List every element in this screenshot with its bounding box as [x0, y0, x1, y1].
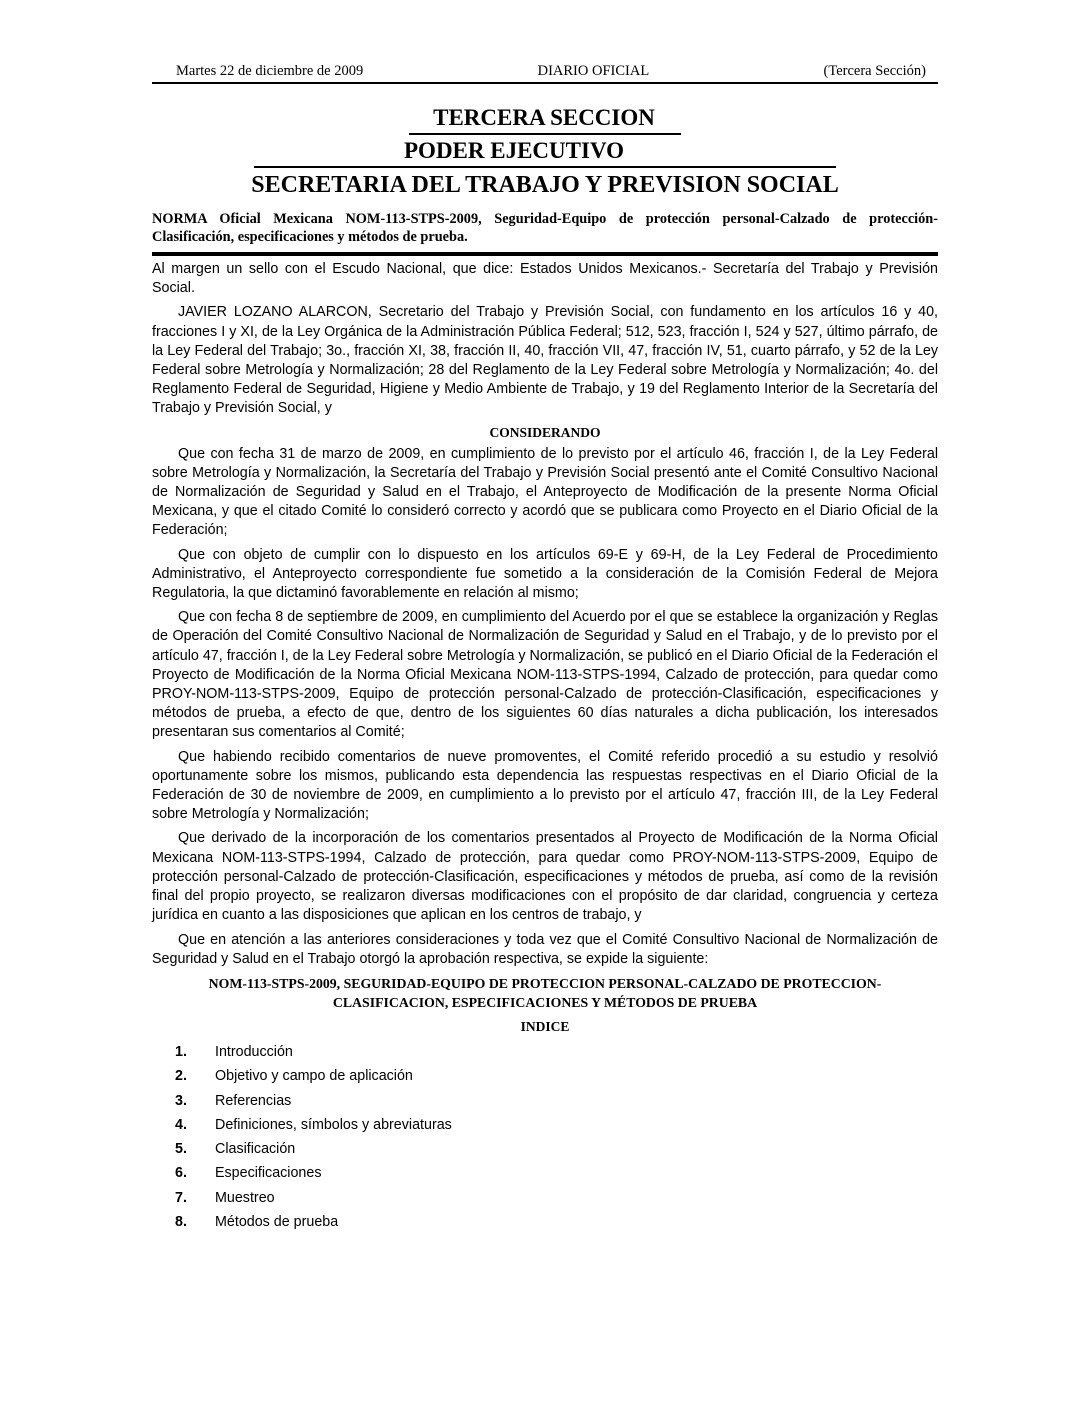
- considerando-paragraph: Que con objeto de cumplir con lo dispuesto en los artículos 69-E y 69-H, de la Ley Federal de Procedimiento Administrativo, el Anteproyecto correspondiente fue sometido a la consideración de la Comisión Federal de Mejora Regulatoria, la que dictaminó favorablemente en relación al mismo;: [152, 546, 938, 602]
- considerando-heading: CONSIDERANDO: [489, 424, 601, 440]
- considerando-paragraph: Que con fecha 31 de marzo de 2009, en cumplimiento de lo previsto por el artículo 46, fracción I, de la Ley Federal sobre Metrología y Normalización, la Secretaría del Trabajo y Previsión Social presentó ante el Comité Consultivo Nacional de Normalización de Seguridad y Salud en el Trabajo, el Anteproyecto de Modificación de la presente Norma Oficial Mexicana, y que el citado Comité lo consideró correcto y acordó que se publicara como Proyecto en el Diario Oficial de la Federación;: [152, 445, 938, 539]
- section-title-text: TERCERA SECCION: [409, 104, 681, 135]
- index-number: 8.: [175, 1213, 187, 1230]
- index-heading: INDICE: [520, 1018, 570, 1034]
- considerando-paragraph: Que con fecha 8 de septiembre de 2009, en cumplimiento del Acuerdo por el que se establece la organización y Reglas de Operación del Comité Consultivo Nacional de Normalización de Seguridad y Salud en el Trabajo, y de lo previsto por el artículo 47, fracción I, de la Ley Federal sobre Metrología y Normalización, se publicó en el Diario Oficial de la Federación el Proyecto de Modificación de la Norma Oficial Mexicana NOM-113-STPS-1994, Calzado de protección, para quedar como PROY-NOM-113-STPS-2009, Equipo de protección personal-Calzado de protección-Clasificación, especificaciones y métodos de prueba, a efecto de que, dentro de los siguientes 60 días naturales a dicha publicación, los interesados presentaran sus comentarios al Comité;: [152, 609, 938, 741]
- index-number: 6.: [175, 1165, 187, 1182]
- index-number: 2.: [175, 1068, 187, 1085]
- branch-title-text: PODER EJECUTIVO: [254, 137, 836, 168]
- index-item: [152, 1044, 938, 1068]
- index-label: Referencias: [215, 1092, 292, 1109]
- index-label: Especificaciones: [215, 1165, 322, 1182]
- running-header: [152, 62, 938, 84]
- section-title: [152, 104, 938, 135]
- index-number: 4.: [175, 1116, 187, 1133]
- index-item: [152, 1068, 938, 1092]
- branch-title: [152, 137, 938, 168]
- header-section: (Tercera Sección): [823, 63, 926, 79]
- index-label: Introducción: [215, 1043, 293, 1060]
- document-page: [152, 62, 938, 1238]
- index-label: Métodos de prueba: [215, 1213, 339, 1230]
- index-list: [152, 1044, 938, 1238]
- header-publication: DIARIO OFICIAL: [537, 63, 650, 79]
- index-number: 5.: [175, 1141, 187, 1158]
- index-item: [152, 1117, 938, 1141]
- nom-heading-line: NOM-113-STPS-2009, SEGURIDAD-EQUIPO DE PROTECCION PERSONAL-CALZADO DE PROTECCION-: [208, 975, 882, 991]
- index-item: [152, 1141, 938, 1165]
- index-label: Muestreo: [215, 1189, 275, 1206]
- intro-paragraph: JAVIER LOZANO ALARCON, Secretario del Trabajo y Previsión Social, con fundamento en los artículos 16 y 40, fracciones I y XI, de la Ley Orgánica de la Administración Pública Federal; 512, 523, fracción I, 524 y 527, último párrafo, de la Ley Federal del Trabajo; 3o., fracción XI, 38, fracción II, 40, fracción VII, 47, fracción IV, 51, cuarto párrafo, y 52 de la Ley Federal sobre Metrología y Normalización; 28 del Reglamento de la Ley Federal sobre Metrología y Normalización; 4o. del Reglamento Federal de Seguridad, Higiene y Medio Ambiente de Trabajo, y 19 del Reglamento Interior de la Secretaría del Trabajo y Previsión Social, y: [152, 304, 938, 417]
- index-number: 1.: [175, 1043, 187, 1060]
- nom-heading-line: CLASIFICACION, ESPECIFICACIONES Y MÉTODOS DE PRUEBA: [332, 994, 758, 1010]
- index-label: Clasificación: [215, 1141, 296, 1158]
- nom-heading: [152, 974, 938, 1012]
- norma-title: NORMA Oficial Mexicana NOM-113-STPS-2009, Seguridad-Equipo de protección personal-Calzado de protección-Clasificación, especificaciones y métodos de prueba.: [152, 210, 938, 256]
- header-date: Martes 22 de diciembre de 2009: [176, 63, 364, 79]
- considerando-paragraph: Que habiendo recibido comentarios de nueve promoventes, el Comité referido procedió a su estudio y resolvió oportunamente sobre los mismos, publicando esta dependencia las respuestas respectivas en el Diario Oficial de la Federación de 30 de noviembre de 2009, en cumplimiento a lo previsto por el artículo 47, fracción III, de la Ley Federal sobre Metrología y Normalización;: [152, 748, 938, 823]
- index-item: [152, 1093, 938, 1117]
- index-item: [152, 1214, 938, 1238]
- considerando-paragraph: Que derivado de la incorporación de los comentarios presentados al Proyecto de Modificación de la Norma Oficial Mexicana NOM-113-STPS-1994, Calzado de protección, para quedar como PROY-NOM-113-STPS-2009, Equipo de protección personal-Calzado de protección-Clasificación, especificaciones y métodos de prueba, así como de la revisión final del propio proyecto, se realizaron diversas modificaciones con el propósito de dar claridad, congruencia y certeza jurídica en cuanto a las disposiciones que aplican en los centros de trabajo, y: [152, 830, 938, 924]
- intro-paragraph: Al margen un sello con el Escudo Nacional, que dice: Estados Unidos Mexicanos.- Secretaría del Trabajo y Previsión Social.: [152, 261, 938, 297]
- index-label: Objetivo y campo de aplicación: [215, 1068, 413, 1085]
- document-body: [152, 260, 938, 1238]
- ministry-title: SECRETARIA DEL TRABAJO Y PREVISION SOCIAL: [251, 172, 839, 198]
- index-item: [152, 1190, 938, 1214]
- index-number: 7.: [175, 1189, 187, 1206]
- index-item: [152, 1165, 938, 1189]
- considerando-paragraph: Que en atención a las anteriores consideraciones y toda vez que el Comité Consultivo Nacional de Normalización de Seguridad y Salud en el Trabajo otorgó la aprobación respectiva, se expide la siguiente:: [152, 931, 938, 967]
- index-number: 3.: [175, 1092, 187, 1109]
- index-label: Definiciones, símbolos y abreviaturas: [215, 1116, 452, 1133]
